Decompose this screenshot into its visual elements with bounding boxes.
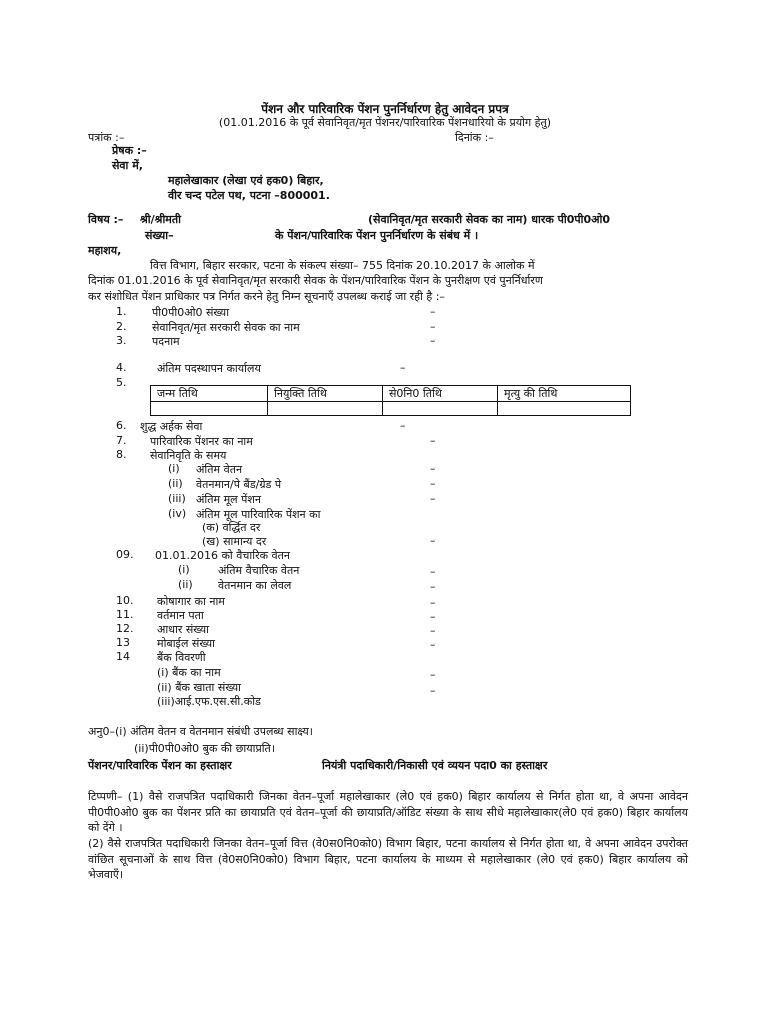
addressee-line1: महालेखाकार (लेखा एवं हक0) बिहार, [168,174,324,187]
salutation: महाशय, [88,244,122,257]
sub-item-roman: (iv) [168,507,187,520]
item-number: 8. [116,448,127,461]
controlling-officer-signature-label: नियंत्री पदाधिकारी/निकासी एवं व्ययन पदा0 का हस्ताक्षर [322,759,548,772]
dinank-label: दिनांक :– [455,131,494,144]
item-treasury-name: कोषागार का नाम [157,595,225,608]
item-number: 3. [116,334,127,347]
item-notional-salary: 01.01.2016 को वैचारिक वेतन [155,549,291,562]
sub-item-roman: (ii) [178,578,193,591]
item-number: 2. [116,320,127,333]
table-header-retirement-date: से0नि0 तिथि [383,386,498,402]
vishay-rest: (सेवानिवृत/मृत सरकारी सेवक का नाम) धारक पी0पी0ओ0 [368,213,611,226]
note-1: टिप्पणी– (1) वैसे राजपत्रित पदाधिकारी जिनका वेतन–पूर्जा महालेखाकार (ले0 एवं हक0) बिहार कार्यालय से निर्गत होता था, वे अपना आवेदन पी0पी0ओ0 बुक का पेंशनर प्रति का छायाप्रति एवं वेतन–पूर्जा की छायाप्रति/ऑडिट संख्या के साथ सीधे महालेखाकार(ले0 एवं हक0) बिहार कार्यालय को देंगे । [88,790,688,834]
item-number: 1. [116,305,127,318]
item-dash: – [430,462,436,475]
enclosure-line1: अनु0–(i) अंतिम वेतन व वेतनमान संबंधी उपलब्ध साक्ष्य। [88,725,313,738]
item-dash: – [430,477,436,490]
item-dash: – [430,638,436,651]
table-cell[interactable] [498,402,631,416]
item-dash: – [400,361,406,374]
item-number: 11. [116,608,134,621]
item-dash: – [430,534,436,547]
sankhya-rest: के पेंशन/पारिवारिक पेंशन पुनर्निर्धारण के संबंध में । [275,229,479,242]
sub-item-enhanced-rate: (क) वर्द्धित दर [202,521,261,534]
table-header-birth-date: जन्म तिथि [151,386,268,402]
item-dash: – [400,419,406,432]
item-dash: – [430,610,436,623]
body-line3: कर संशोधित पेंशन प्राधिकार पत्र निर्गत करने हेतु निम्न सूचनाएँ उपलब्ध कराई जा रही है :– [88,290,445,303]
dates-table [150,385,631,416]
item-dash: – [430,580,436,593]
sankhya-label: संख्या– [145,229,174,242]
sub-item-last-notional-salary: अंतिम वैचारिक वेतन [218,564,300,577]
seva-mein-label: सेवा में, [112,159,143,172]
item-ppo-number: पी0पी0ओ0 संख्या [152,306,230,319]
item-mobile-number: मोबाईल संख्या [157,637,216,650]
enclosure-line2: (ii)पी0पी0ओ0 बुक की छायाप्रति। [134,742,275,755]
body-line2: दिनांक 01.01.2016 के पूर्व सेवानिवृत/मृत सरकारी सेवक के पेंशन/पारिवारिक पेंशन के पुनरीक्षण एवं पुनर्निर्धारण [88,274,543,287]
table-header-death-date: मृत्यु की तिथि [498,386,631,402]
table-cell[interactable] [268,402,383,416]
sub-item-pay-level: वेतनमान का लेवल [218,579,292,592]
item-number: 14 [116,650,130,663]
sub-item-family-pension: अंतिम मूल पारिवारिक पेंशन का [196,508,321,521]
item-number: 6. [116,419,127,432]
item-current-address: वर्तमान पता [157,609,204,622]
item-dash: – [430,565,436,578]
form-subtitle: (01.01.2016 के पूर्व सेवानिवृत/मृत पेंशनर/पारिवारिक पेंशनधारियो के प्रयोग हेतु) [218,116,552,129]
item-family-pensioner-name: पारिवारिक पेंशनर का नाम [150,435,253,448]
vishay-name: श्री/श्रीमती [140,213,181,226]
sub-item-bank-name: (i) बैंक का नाम [157,666,221,679]
item-number: 12. [116,622,134,635]
item-last-office: अंतिम पदस्थापन कार्यालय [157,362,261,375]
sub-item-basic-pension: अंतिम मूल पेंशन [196,493,261,506]
item-at-retirement: सेवानिवृति के समय [150,449,227,462]
pensioner-signature-label: पेंशनर/पारिवारिक पेंशन का हस्ताक्षर [88,759,232,772]
item-dash: – [430,334,436,347]
item-qualifying-service: शुद्ध अर्हक सेवा [140,420,203,433]
item-dash: – [430,305,436,318]
sub-item-roman: (i) [168,462,180,475]
item-number: 09. [116,548,134,561]
item-number: 10. [116,594,134,607]
item-number: 5. [116,376,127,389]
sub-item-roman: (ii) [168,477,183,490]
sub-item-roman: (i) [178,563,190,576]
item-dash: – [430,668,436,681]
item-dash: – [430,624,436,637]
table-cell[interactable] [383,402,498,416]
sub-item-bank-account: (ii) बैंक खाता संख्या [157,681,241,694]
addressee-line2: वीर चन्द पटेल पथ, पटना –800001. [168,189,330,202]
item-dash: – [430,596,436,609]
item-dash: – [430,320,436,333]
item-dash: – [430,684,436,697]
table-header-appointment-date: नियुक्ति तिथि [268,386,383,402]
patrank-label: पत्रांक :– [88,131,125,144]
item-number: 13 [116,636,130,649]
item-employee-name: सेवानिवृत/मृत सरकारी सेवक का नाम [152,321,300,334]
sub-item-ifsc-code: (iii)आई.एफ.एस.सी.कोड [157,695,261,708]
item-aadhaar-number: आधार संख्या [157,623,209,636]
sub-item-normal-rate: (ख) सामान्य दर [202,535,267,548]
preshak-label: प्रेषक :– [112,144,147,157]
item-designation: पदनाम [152,335,180,348]
item-number: 4. [116,361,127,374]
item-dash: – [430,434,436,447]
note-2: (2) वैसे राजपत्रित पदाधिकारी जिनका वेतन–पूर्जा वित्त (वे0स0नि0को0) विभाग बिहार, पटना कार्यालय से निर्गत होता था, वे अपना आवेदन उपरोक्त वांछित सूचनाओं के साथ वित्त (वे0स0नि0को0) विभाग बिहार, पटना कार्यालय के माध्यम से महालेखाकार (ले0 एवं हक0) बिहार कार्यालय को भेजवाएँ। [88,837,688,881]
sub-item-pay-scale: वेतनमान/पे बैंड/ग्रेड पे [196,478,282,491]
sub-item-last-salary: अंतिम वेतन [196,463,243,476]
form-title: पेंशन और पारिवारिक पेंशन पुनर्निर्धारण हेतु आवेदन प्रपत्र [261,102,509,116]
item-bank-details: बैंक विवरणी [157,651,206,664]
item-dash: – [430,492,436,505]
table-cell[interactable] [151,402,268,416]
vishay-label: विषय :– [88,213,124,226]
sub-item-roman: (iii) [168,492,186,505]
body-line1: वित्त विभाग, बिहार सरकार, पटना के संकल्प संख्या– 755 दिनांक 20.10.2017 के आलोक में [150,259,535,272]
item-number: 7. [116,434,127,447]
